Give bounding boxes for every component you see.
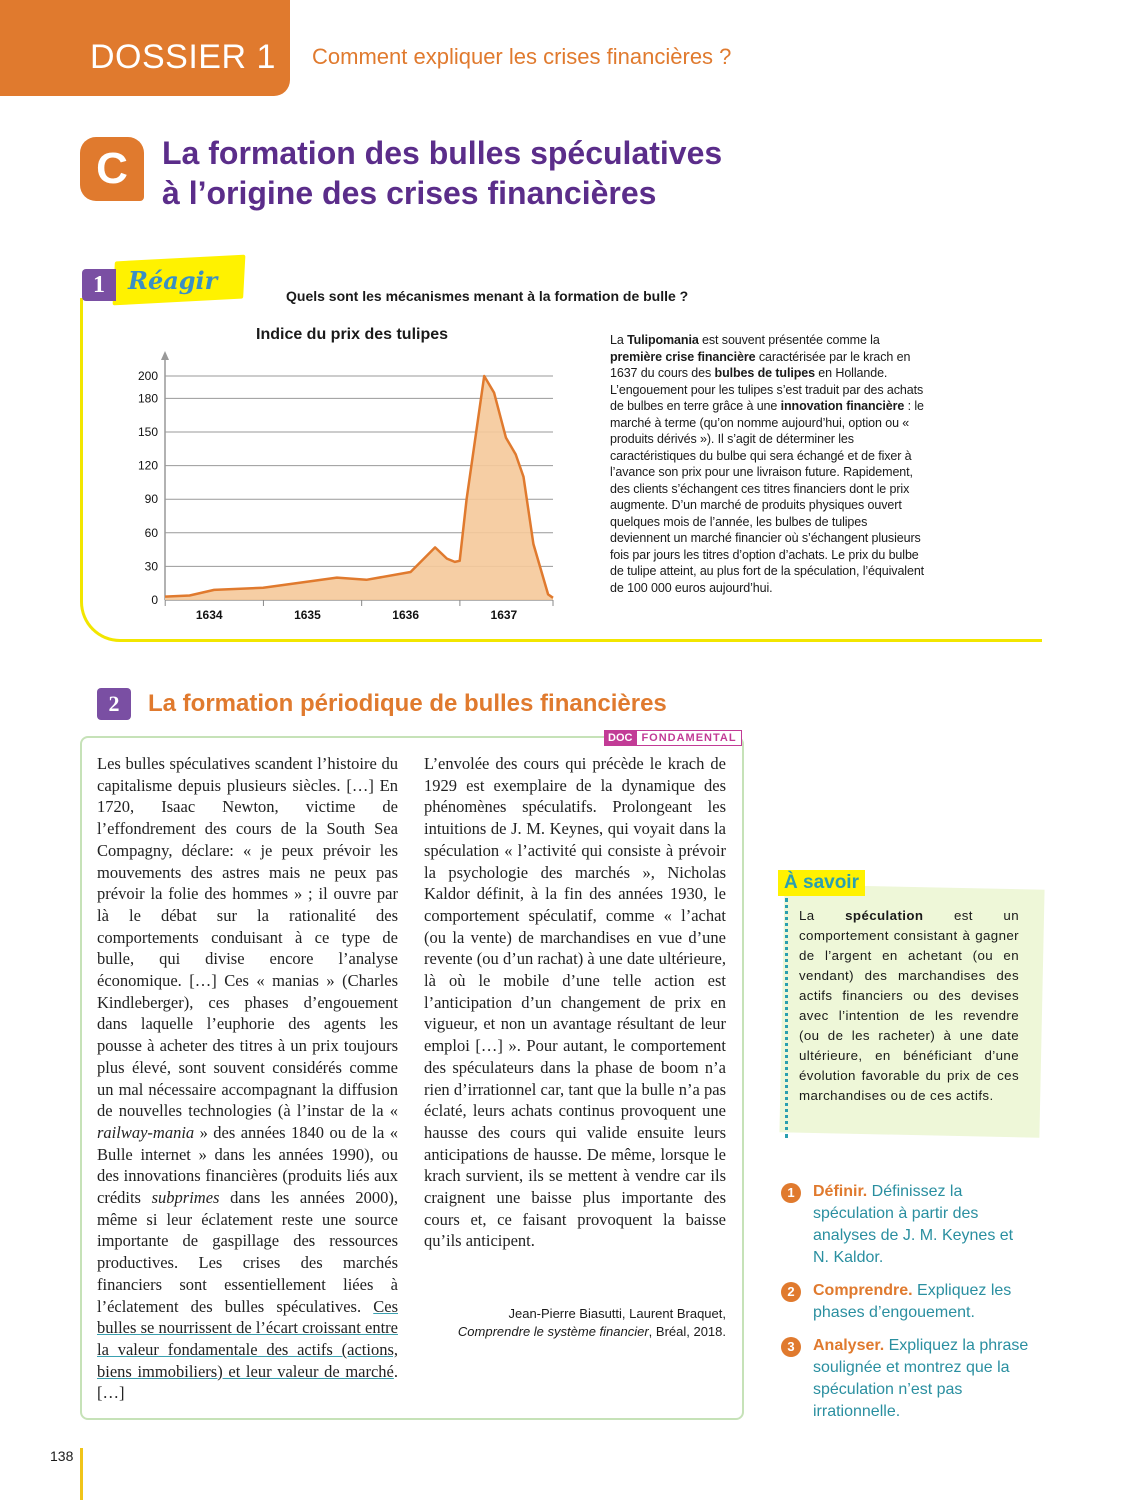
doc2-source <box>424 1305 726 1341</box>
savoir-title: À savoir <box>778 870 865 896</box>
savoir-dotted-border <box>785 898 788 1138</box>
y-tick-label: 200 <box>137 369 158 383</box>
doc1-number: 1 <box>82 269 116 301</box>
question-3 <box>813 1335 1033 1423</box>
question-3-number: 3 <box>781 1337 801 1357</box>
source-publisher: , Bréal, 2018. <box>648 1324 726 1339</box>
tulip-price-chart <box>135 348 565 633</box>
question-2-number: 2 <box>781 1282 801 1302</box>
y-tick-label: 0 <box>151 593 158 607</box>
question-1-verb: Définir. <box>813 1183 868 1200</box>
fondamental-tag-label: FONDAMENTAL <box>636 730 741 746</box>
doc2-title: La formation périodique de bulles financières <box>148 690 667 717</box>
question-2-verb: Comprendre. <box>813 1282 913 1299</box>
y-axis-arrow <box>161 351 169 360</box>
savoir-text: La spéculation est un comportement consistant à gagner de l’argent en achetant (ou en vendant) des marchandises des actifs financiers ou des devises avec l’intention de les revendre (ou de les racheter) à une date ultérieure, en bénéficiant d’une évolution favorable du prix de ces marchandises ou de ces actifs. <box>799 908 1020 1103</box>
source-authors: Jean-Pierre Biasutti, Laurent Braquet, <box>508 1306 726 1321</box>
page-number: 138 <box>50 1448 74 1464</box>
x-tick-label: 1634 <box>195 608 223 622</box>
reagir-tag: Réagir <box>128 266 218 295</box>
dossier-label: DOSSIER 1 <box>90 38 276 76</box>
doc1-question: Quels sont les mécanismes menant à la formation de bulle ? <box>286 288 689 304</box>
footer-bar <box>80 1448 83 1500</box>
question-3-text: Expliquez la phrase soulignée et montrez que la spéculation n’est pas irrationnelle. <box>813 1337 1029 1420</box>
section-title-line1: La formation des bulles spéculatives <box>162 135 723 171</box>
x-tick-label: 1636 <box>392 608 420 622</box>
question-2 <box>813 1280 1033 1324</box>
y-tick-label: 150 <box>137 425 158 439</box>
chart-title: Indice du prix des tulipes <box>256 326 449 343</box>
x-tick-label: 1637 <box>490 608 518 622</box>
x-tick-label: 1635 <box>294 608 321 622</box>
source-book: Comprendre le système financier <box>457 1324 649 1339</box>
y-tick-label: 90 <box>144 492 158 507</box>
doc2-column-2: L’envolée des cours qui précède le krach de 1929 est exemplaire de la dynamique des phénomènes spéculatifs. Prolongeant les intuitions de J. M. Keynes, qui voyait dans la spéculation « l’activité qui consiste à prévoir la psychologie des marchés », Nicholas Kaldor définit, à la fin des années 1930, le comportement spéculatif, comme « l’achat (ou la vente) de marchandises en vue d’une revente (ou d’un rachat) à une date ultérieure, là où le mobile d’une telle action est l’anticipation d’un changement de prix en vigueur, et non un avantage résultant de leur emploi […] ». Pour autant, le comportement des spéculateurs dans la phase de boom n’a rien d’irrationnel car, tant que la bulle n’a pas éclaté, leurs achats continus provoquent une hausse des cours qui valide ensuite leurs anticipations de hausse. De même, lorsque le krach survient, ils se mettent à vendre car ils craignent une baisse plus importante des cours et, ce faisant provoquent la baisse qu’ils anticipent. <box>424 754 726 1251</box>
doc1-text: La Tulipomania est souvent présentée comme la première crise financière caractérisée par le krach en 1637 du cours des bulbes de tulipes en Hollande. L’engouement pour les tulipes s’est traduit par des achats de bulbes en terre grâce à une innovation financière : le marché à terme (qu’on nomme aujourd’hui, option ou « produits dérivés »). Il s’agit de déterminer les caractéristiques du bulbe qui sera échangé et de fixer à l’avance son prix pour une livraison future. Rapidement, des clients s’échangent ces titres financiers dont le prix augmente. D’un marché de produits physiques ouvert quelques mois de l’année, les bulbes de tulipes deviennent un marché financier où s’échangent plusieurs fois par jours les titres d’option d’achats. Le prix du bulbe de tulipe atteint, au plus fort de la spéculation, l’équivalent de 100 000 euros aujourd’hui. <box>610 333 925 595</box>
doc2-column-1: Les bulles spéculatives scandent l’histoire du capitalisme depuis plusieurs siècles. […] En 1720, Isaac Newton, victime de l’effondrement des cours de la South Sea Compagny, déclare: « je peux prévoir les mouvements des astres mais ne peux pas prévoir la folie des hommes » ; il ouvre par là le débat sur la rationalité des comportements conduisant à ce type de bulle, qui divise encore l’analyse économique. […] Ces « manias » (Charles Kindleberger), ces phases d’engouement dans laquelle l’euphorie des agents les pousse à acheter des titres à un prix toujours plus élevé, sont souvent considérés comme un mal nécessaire accompagnant la diffusion de nouvelles technologies (à l’instar de la « railway-mania » des années 1840 ou de la « Bulle internet » dans les années 1990), ou des innovations financières (produits liés aux crédits subprimes dans les années 2000), même si leur éclatement reste une source importante de gaspillage des ressources productives. Les crises des marchés financiers sont essentiellement liées à l’éclatement des bulles spéculatives. Ces bulles se nourrissent de l’écart croissant entre la valeur fondamentale des actifs (actions, biens immobiliers) et leur valeur de marché. […] <box>97 754 399 1403</box>
question-1-text: Définissez la spéculation à partir des analyses de J. M. Keynes et N. Kaldor. <box>813 1183 1014 1266</box>
y-tick-label: 30 <box>144 559 158 574</box>
question-1-number: 1 <box>781 1183 801 1203</box>
y-tick-label: 60 <box>144 525 158 540</box>
section-title <box>162 133 722 213</box>
doc2-number: 2 <box>97 688 131 720</box>
section-letter-badge: C <box>80 137 144 201</box>
y-tick-label: 120 <box>137 458 158 473</box>
question-1 <box>813 1181 1033 1269</box>
section-title-line2: à l’origine des crises financières <box>162 175 657 211</box>
question-2-text: Expliquez les phases d’engouement. <box>813 1282 1012 1321</box>
doc-tag-label: DOC <box>604 730 636 746</box>
dossier-question: Comment expliquer les crises financières ? <box>312 44 732 69</box>
y-tick-label: 180 <box>137 391 158 406</box>
doc-fondamental-tag <box>604 730 742 746</box>
question-3-verb: Analyser. <box>813 1337 885 1354</box>
